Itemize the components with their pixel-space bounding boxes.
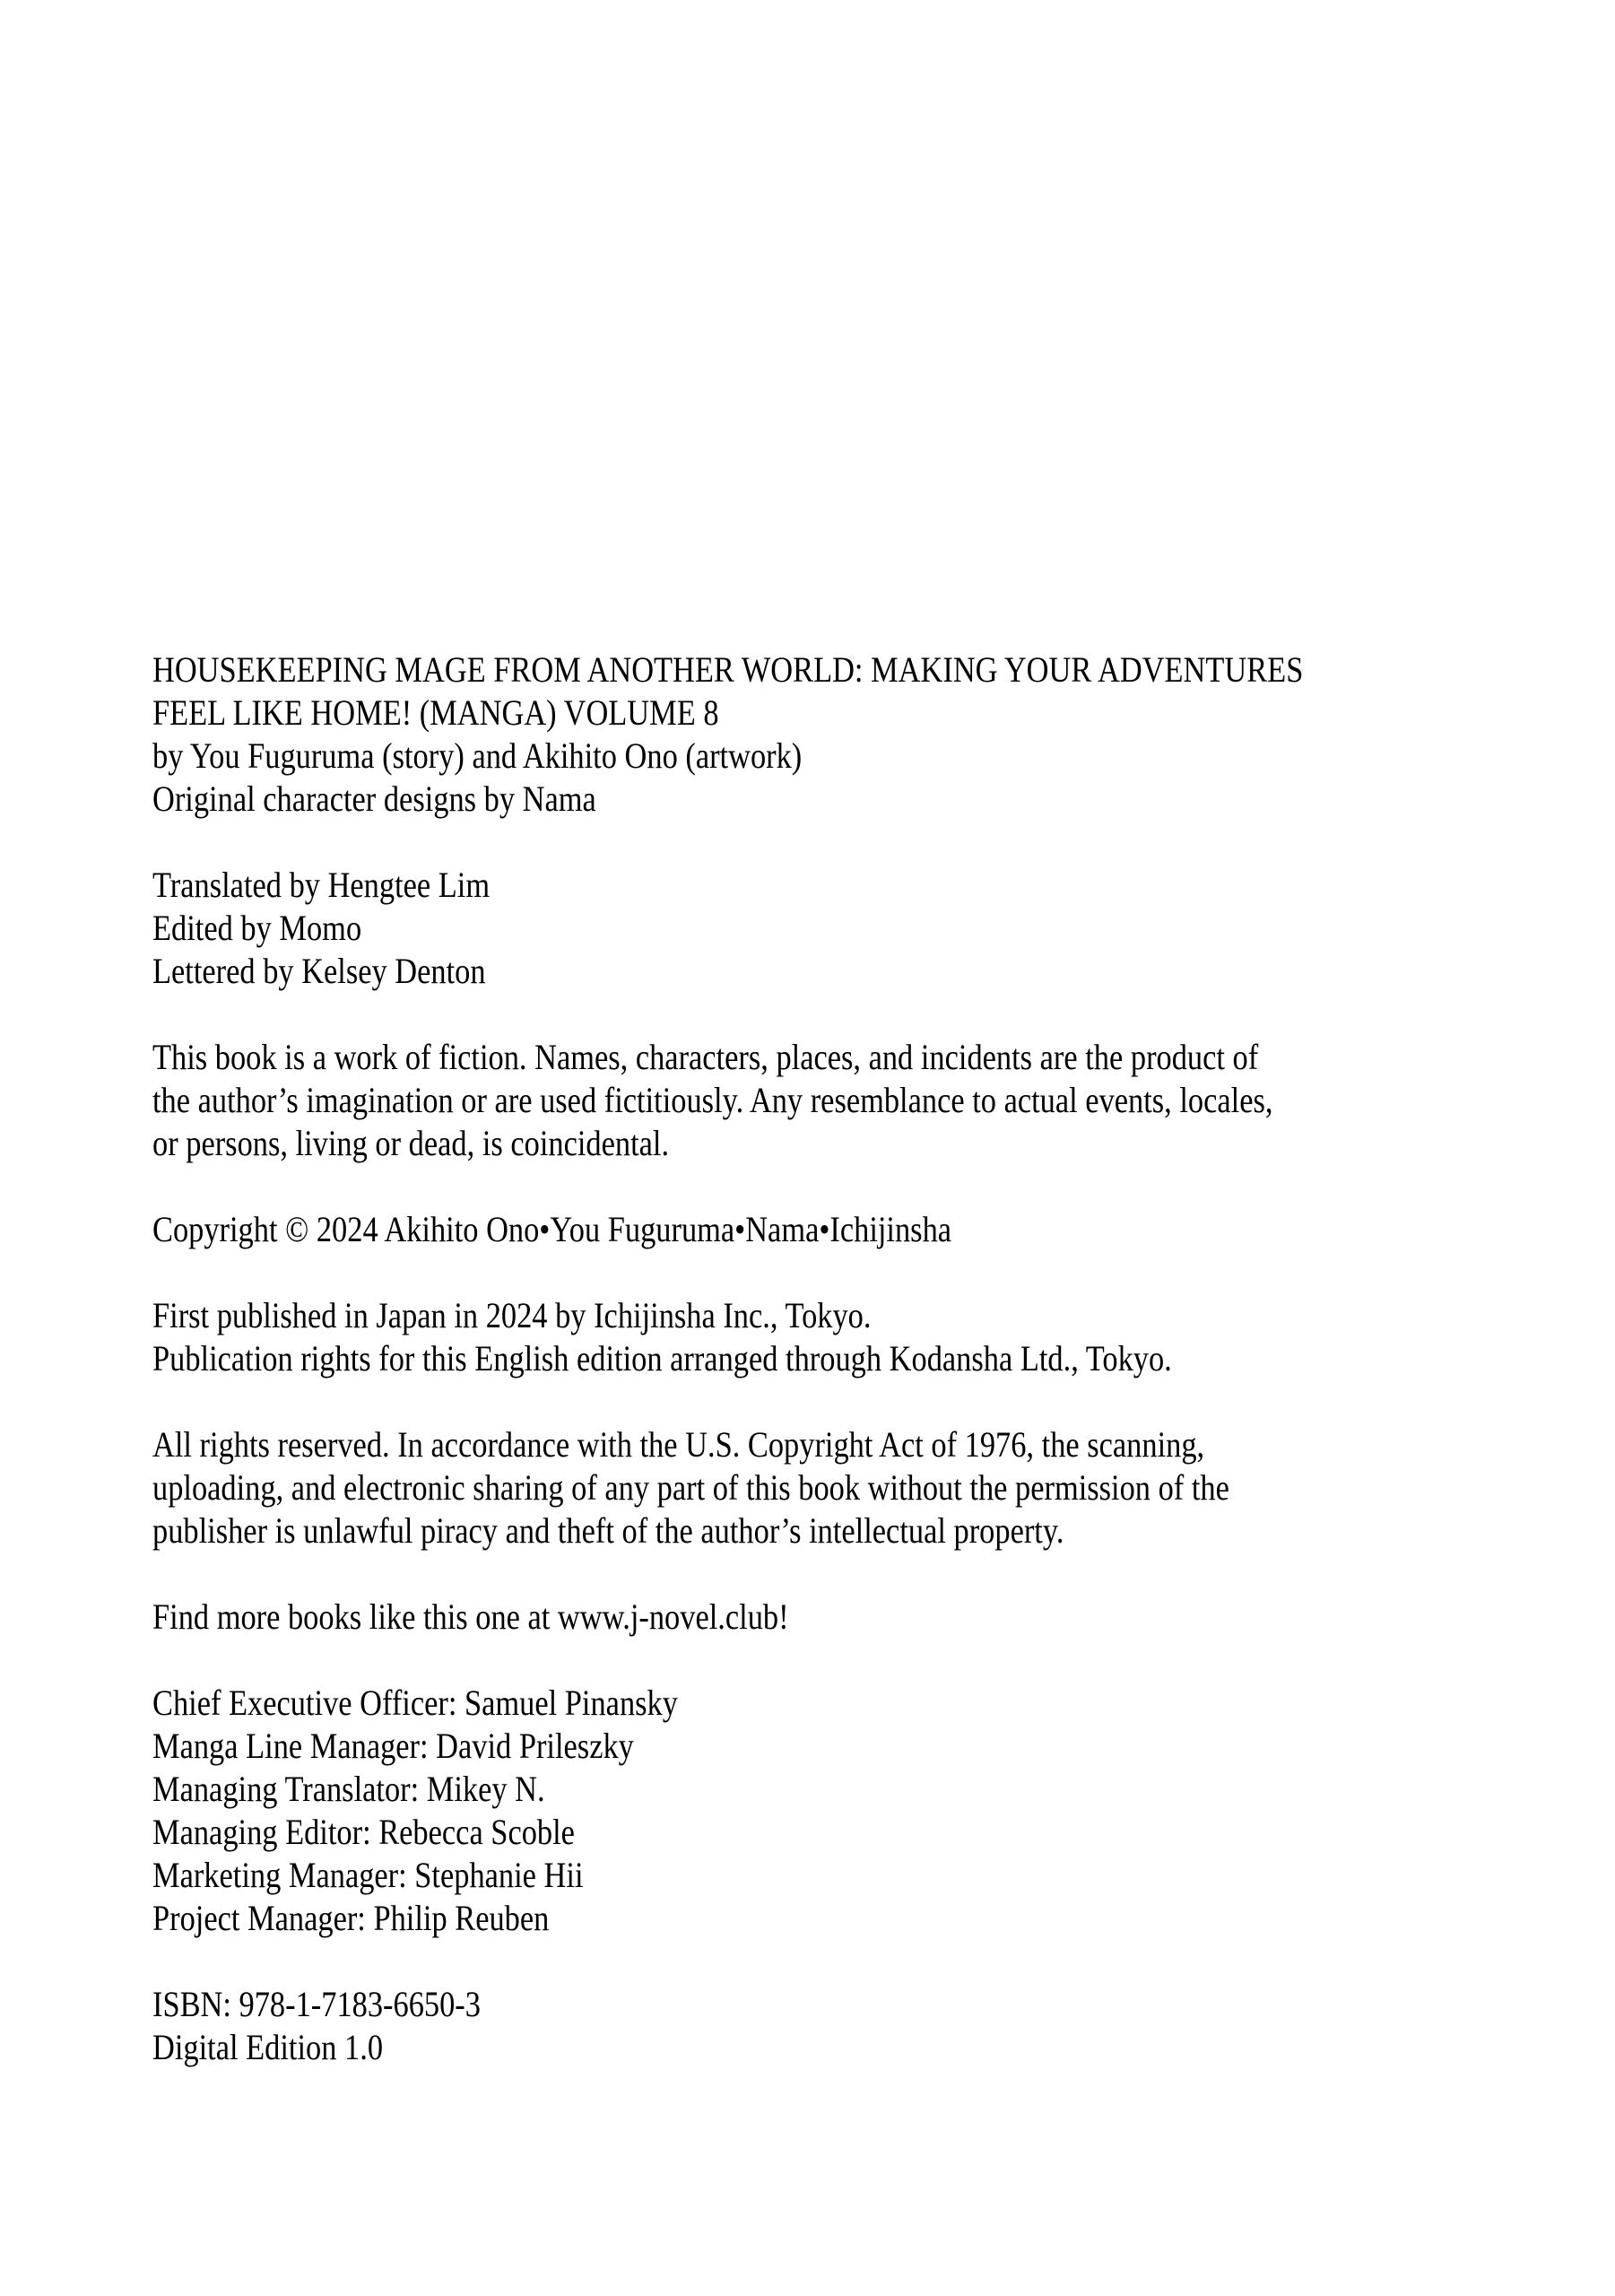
- staff-managing-editor: Managing Editor: Rebecca Scoble: [152, 1812, 575, 1852]
- promo-block: [152, 1596, 1463, 1639]
- book-title-line-2: FEEL LIKE HOME! (MANGA) VOLUME 8: [152, 692, 719, 733]
- staff-marketing-manager: Marketing Manager: Stephanie Hii: [152, 1855, 584, 1895]
- book-title-line-1: HOUSEKEEPING MAGE FROM ANOTHER WORLD: MAKING YOUR ADVENTURES: [152, 649, 1304, 690]
- book-byline: by You Fuguruma (story) and Akihito Ono (artwork): [152, 735, 803, 776]
- staff-ceo: Chief Executive Officer: Samuel Pinansky: [152, 1683, 678, 1723]
- disclaimer-line-3: or persons, living or dead, is coincidental.: [152, 1123, 670, 1163]
- publication-line-1: First published in Japan in 2024 by Ichijinsha Inc., Tokyo.: [152, 1295, 872, 1335]
- publication-block: [152, 1294, 1463, 1380]
- copyright-line: Copyright © 2024 Akihito Ono•You Fuguruma•Nama•Ichijinsha: [152, 1209, 952, 1249]
- promo-line: Find more books like this one at www.j-novel.club!: [152, 1596, 789, 1637]
- book-character-designs: Original character designs by Nama: [152, 778, 596, 819]
- isbn-line: ISBN: 978-1-7183-6650-3: [152, 1984, 481, 2024]
- credit-letterer: Lettered by Kelsey Denton: [152, 951, 486, 991]
- credits-block: [152, 864, 1463, 993]
- publication-line-2: Publication rights for this English edition arranged through Kodansha Ltd., Tokyo.: [152, 1338, 1172, 1378]
- staff-project-manager: Project Manager: Philip Reuben: [152, 1898, 550, 1938]
- rights-line-3: publisher is unlawful piracy and theft of the author’s intellectual property.: [152, 1510, 1064, 1551]
- staff-managing-translator: Managing Translator: Mikey N.: [152, 1769, 545, 1809]
- copyright-block: [152, 1208, 1463, 1251]
- fiction-disclaimer-block: [152, 1036, 1463, 1165]
- isbn-block: [152, 1983, 1463, 2069]
- disclaimer-line-1: This book is a work of fiction. Names, characters, places, and incidents are the product of: [152, 1037, 1259, 1077]
- rights-line-1: All rights reserved. In accordance with the U.S. Copyright Act of 1976, the scanning,: [152, 1424, 1205, 1465]
- edition-line: Digital Edition 1.0: [152, 2027, 384, 2067]
- book-title-block: [152, 648, 1463, 821]
- credit-translator: Translated by Hengtee Lim: [152, 865, 491, 905]
- colophon-page: [152, 648, 1463, 2069]
- credit-editor: Edited by Momo: [152, 908, 362, 948]
- disclaimer-line-2: the author’s imagination or are used fictitiously. Any resemblance to actual events, locales,: [152, 1080, 1273, 1120]
- staff-block: [152, 1682, 1463, 1940]
- rights-notice-block: [152, 1423, 1463, 1552]
- rights-line-2: uploading, and electronic sharing of any part of this book without the permission of the: [152, 1467, 1229, 1508]
- staff-manga-line-manager: Manga Line Manager: David Prileszky: [152, 1726, 634, 1766]
